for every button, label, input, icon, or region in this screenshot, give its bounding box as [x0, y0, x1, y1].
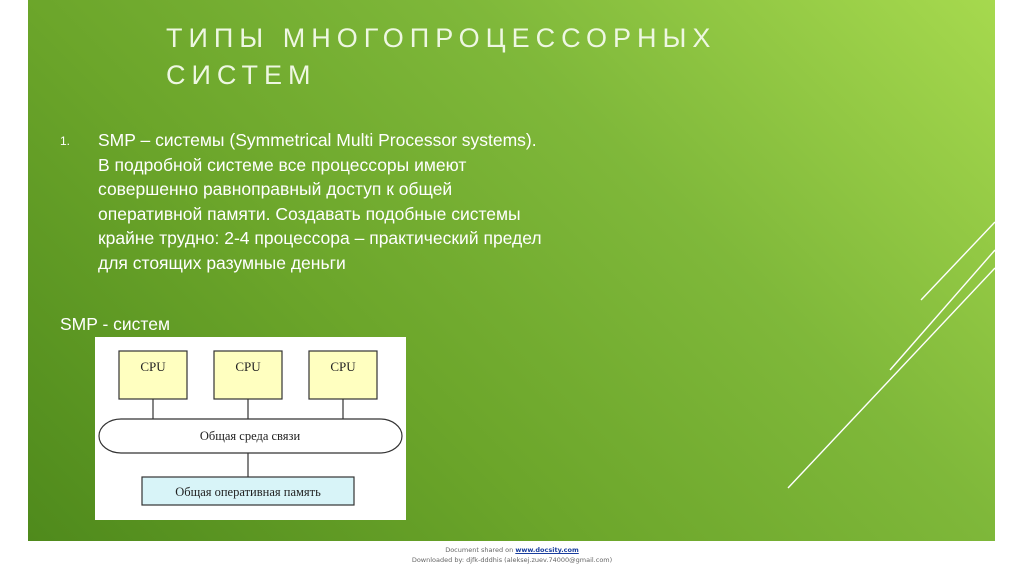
list-item	[60, 128, 560, 275]
smp-diagram	[95, 337, 406, 520]
slide	[28, 0, 995, 541]
cpu-label-3: CPU	[330, 359, 356, 374]
cpu-label-2: CPU	[235, 359, 261, 374]
footer-prefix: Document shared on	[445, 546, 514, 554]
list-item-number: 1.	[60, 134, 71, 148]
decor-line-3	[890, 250, 995, 370]
memory-label: Общая оперативная память	[175, 485, 321, 499]
list-item-text: SMP – системы (Symmetrical Multi Processor systems). В подробной системе все процессоры имеют совершенно равноправный доступ к общей оперативной памяти. Создавать подобные системы крайне трудно: 2-4 процессора – практический предел для стоящих разумные деньги	[98, 130, 542, 273]
diagram-caption: SMP - систем	[60, 314, 171, 334]
docsity-link[interactable]: www.docsity.com	[515, 546, 579, 554]
footer-line-2: Downloaded by: djfk-dddhis (aleksej.zuev.74000@gmail.com)	[411, 556, 613, 564]
decor-line-1	[788, 268, 995, 488]
bus-label: Общая среда связи	[199, 429, 301, 443]
slide-title: ТИПЫ МНОГОПРОЦЕССОРНЫХ СИСТЕМ	[166, 23, 717, 90]
decor-line-2	[921, 222, 995, 300]
download-footer	[0, 545, 1024, 565]
footer-line-1	[0, 545, 1024, 555]
cpu-label-1: CPU	[140, 359, 166, 374]
